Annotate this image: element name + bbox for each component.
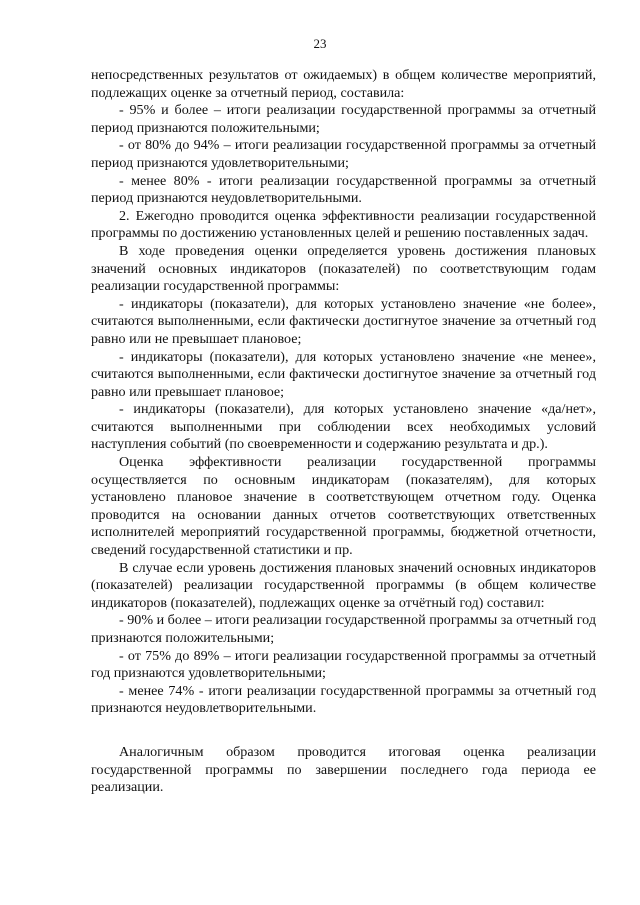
page-number: 23 — [313, 36, 327, 51]
list-item-90-percent: - 90% и более – итоги реализации государственной программы за отчетный год признаются положительными; — [91, 612, 596, 646]
list-item-80-94-percent: - от 80% до 94% – итоги реализации государственной программы за отчетный период признаются удовлетворительными; — [91, 137, 596, 171]
paragraph-continuation: непосредственных результатов от ожидаемых) в общем количестве мероприятий, подлежащих оценке за отчетный период, составила: — [91, 67, 596, 101]
paragraph-gap — [91, 718, 596, 744]
list-item-95-percent: - 95% и более – итоги реализации государственной программы за отчетный период признаются положительными; — [91, 102, 596, 136]
paragraph-achievement-level: В случае если уровень достижения плановых значений основных индикаторов (показателей) реализации государственной программы (в общем количестве индикаторов (показателей), подлежащих оценке за отчётный год) составил: — [91, 559, 596, 611]
paragraph-efficiency-assessment: Оценка эффективности реализации государственной программы осуществляется по основным индикаторам (показателям), для которых установлено плановое значение в соответствующем отчетном году. Оценка проводится на основании данных отчетов соответствующих ответственных исполнителей мероприятий государственной программы, бюджетной отчетности, сведений государственной статистики и пр. — [91, 454, 596, 559]
list-item-below-80-percent: - менее 80% - итоги реализации государственной программы за отчетный период признаются неудовлетворительными. — [91, 172, 596, 207]
list-item-not-more: - индикаторы (показатели), для которых установлено значение «не более», считаются выполненными, если фактически достигнутое значение за отчетный год равно или не превышает плановое; — [91, 295, 596, 347]
list-item-below-74-percent: - менее 74% - итоги реализации государственной программы за отчетный год признаются неудовлетворительными. — [91, 682, 596, 717]
list-item-yes-no: - индикаторы (показатели), для которых установлено значение «да/нет», считаются выполненными при соблюдении всех необходимых условий наступления событий (по своевременности и содержанию результата и др.). — [91, 401, 596, 453]
paragraph-section-2: 2. Ежегодно проводится оценка эффективности реализации государственной программы по достижению установленных целей и решению поставленных задач. — [91, 207, 596, 242]
paragraph-assessment-intro: В ходе проведения оценки определяется уровень достижения плановых значений основных индикаторов (показателей) по соответствующим годам реализации государственной программы: — [91, 242, 596, 295]
list-item-75-89-percent: - от 75% до 89% – итоги реализации государственной программы за отчетный год признаются удовлетворительными; — [91, 647, 596, 682]
list-item-not-less: - индикаторы (показатели), для которых установлено значение «не менее», считаются выполненными, если фактически достигнутое значение за отчетный год равно или превышает плановое; — [91, 348, 596, 400]
paragraph-final-assessment: Аналогичным образом проводится итоговая оценка реализации государственной программы по завершении последнего года периода ее реализации. — [91, 743, 596, 796]
document-body — [91, 67, 596, 797]
